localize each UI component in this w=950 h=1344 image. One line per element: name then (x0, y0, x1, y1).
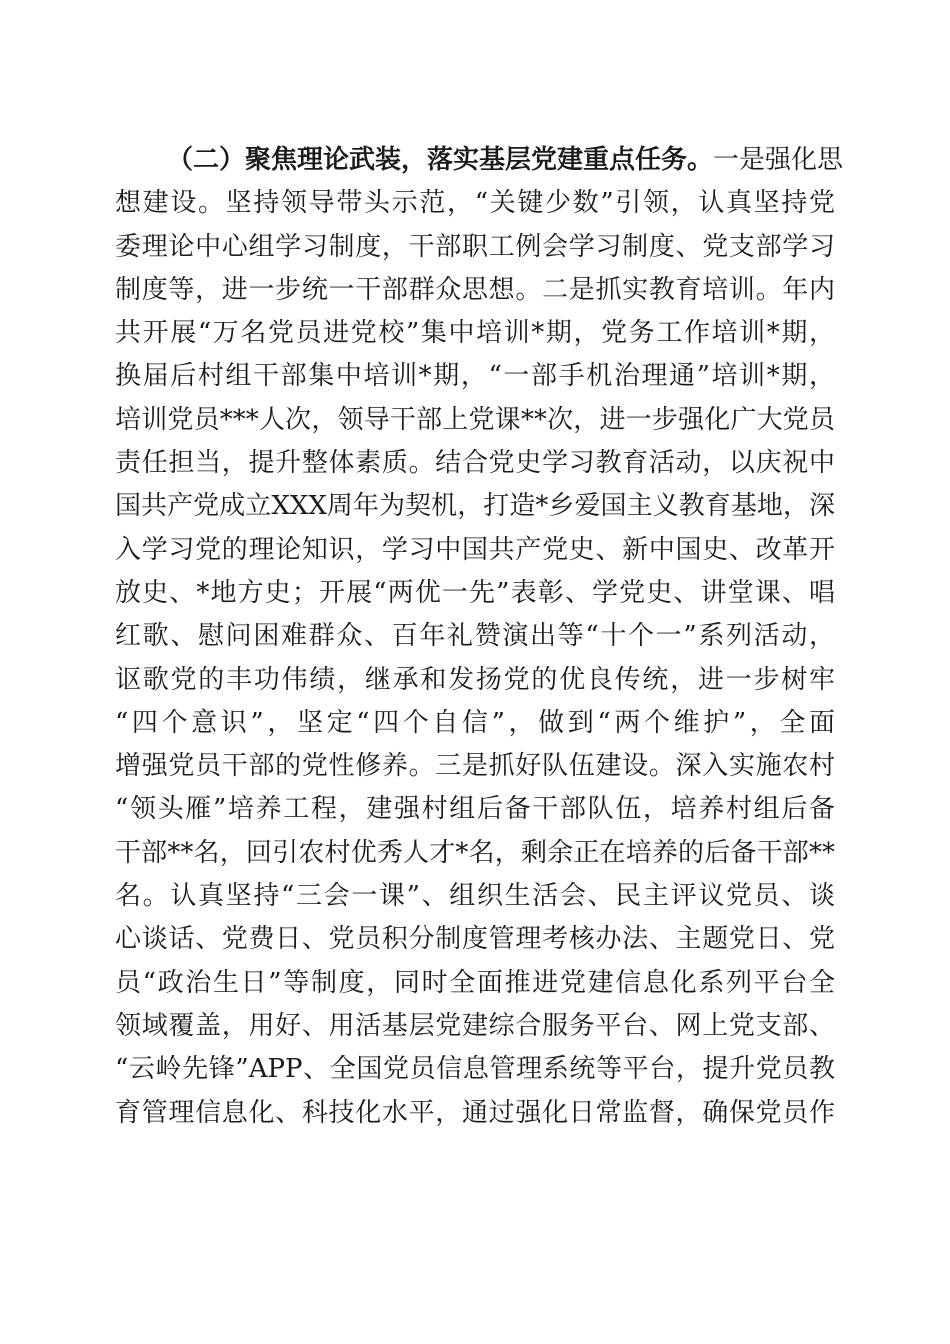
text-line: 制度等，进一步统一干部群众思想。二是抓实教育培训。年内 (115, 274, 835, 305)
text-line: 讴歌党的丰功伟绩，继承和发扬党的优良传统，进一步树牢 (115, 664, 835, 695)
text-line: 入学习党的理论知识，学习中国共产党史、新中国史、改革开 (115, 534, 835, 565)
text-line: 国共产党成立XXX周年为契机，打造*乡爱国主义教育基地，深 (115, 491, 835, 522)
text-line (115, 139, 844, 182)
text-line: 责任担当，提升整体素质。结合党史学习教育活动，以庆祝中 (115, 448, 835, 479)
text-line: 干部**名，回引农村优秀人才*名，剩余正在培养的后备干部** (115, 837, 835, 868)
text-line: 委理论中心组学习制度，干部职工例会学习制度、党支部学习 (115, 231, 835, 262)
text-line-content: 一是强化思 (713, 145, 844, 175)
section-heading: （二）聚焦理论武装，落实基层党建重点任务。 (167, 145, 714, 175)
text-line: 育管理信息化、科技化水平，通过强化日常监督，确保党员作 (115, 1097, 835, 1128)
text-line: 红歌、慰问困难群众、百年礼赞演出等“十个一”系列活动， (115, 621, 835, 652)
text-line: 培训党员***人次，领导干部上党课**次，进一步强化广大党员 (115, 404, 835, 435)
text-line: 放史、*地方史；开展“两优一先”表彰、学党史、讲堂课、唱 (115, 577, 835, 608)
text-line: “四个意识”，坚定“四个自信”，做到“两个维护”，全面 (115, 707, 835, 738)
text-line: 共开展“万名党员进党校”集中培训*期，党务工作培训*期， (115, 318, 835, 349)
text-line: 员“政治生日”等制度，同时全面推进党建信息化系列平台全 (115, 967, 835, 998)
text-line: “云岭先锋”APP、全国党员信息管理系统等平台，提升党员教 (115, 1054, 835, 1085)
text-line: 名。认真坚持“三会一课”、组织生活会、民主评议党员、谈 (115, 881, 835, 912)
text-line: 领域覆盖，用好、用活基层党建综合服务平台、网上党支部、 (115, 1010, 835, 1041)
text-line: 想建设。坚持领导带头示范，“关键少数”引领，认真坚持党 (115, 188, 835, 219)
text-line: 换届后村组干部集中培训*期，“一部手机治理通”培训*期， (115, 361, 835, 392)
text-line: 增强党员干部的党性修养。三是抓好队伍建设。深入实施农村 (115, 751, 835, 782)
text-line: “领头雁”培养工程，建强村组后备干部队伍，培养村组后备 (115, 794, 835, 825)
text-line: 心谈话、党费日、党员积分制度管理考核办法、主题党日、党 (115, 924, 835, 955)
body-paragraph (115, 139, 844, 1135)
